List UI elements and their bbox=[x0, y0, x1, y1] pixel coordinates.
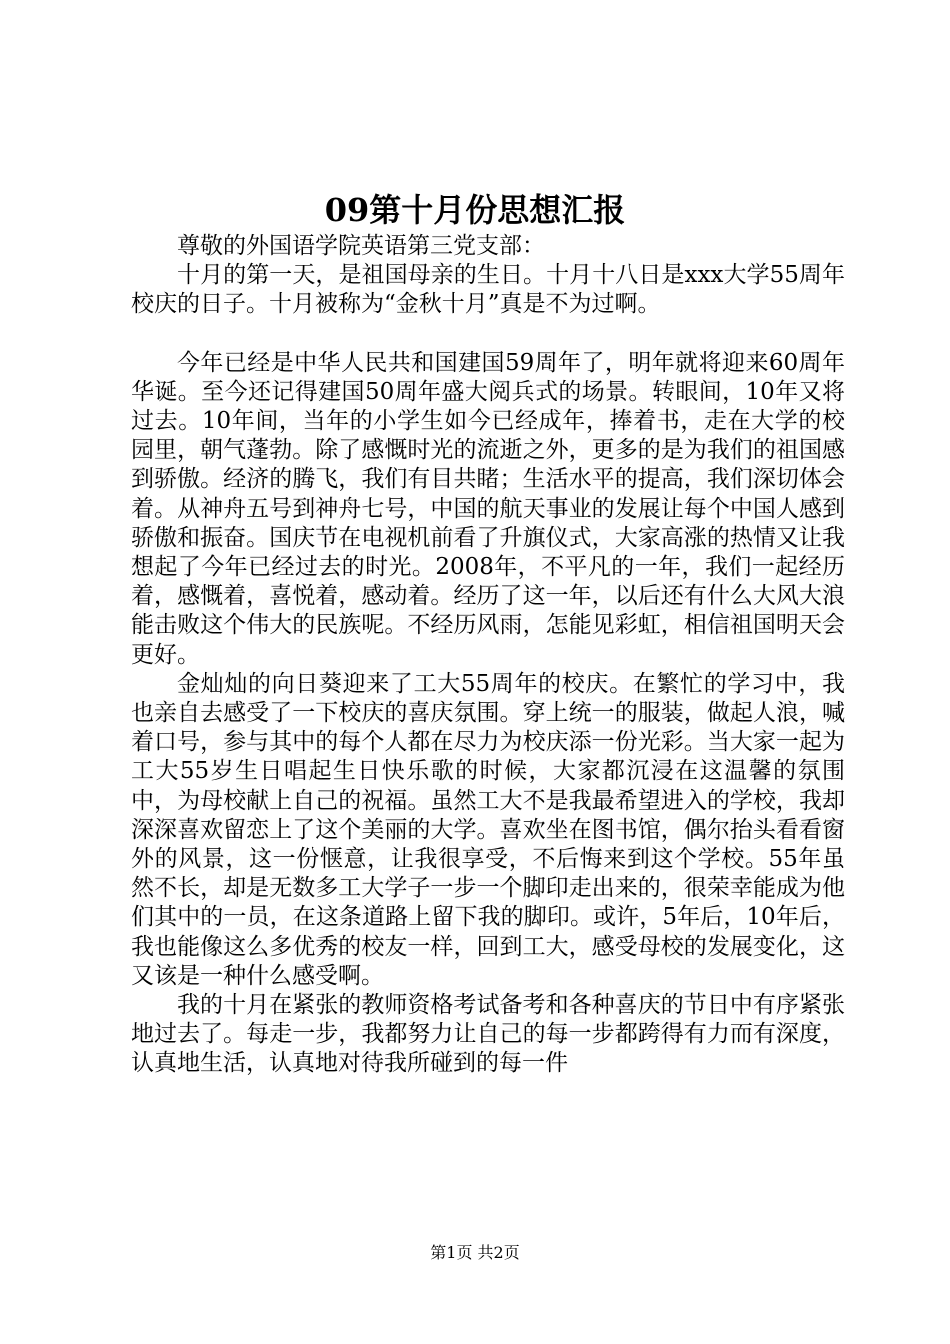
paragraph: 今年已经是中华人民共和国建国59周年了，明年就将迎来60周年华诞。至今还记得建国50周年盛大阅兵式的场景。转眼间，10年又将过去。10年间，当年的小学生如今已经成年，捧着书，走在大学的校园里，朝气蓬勃。除了感慨时光的流逝之外，更多的是为我们的祖国感到骄傲。经济的腾飞，我们有目共睹；生活水平的提高，我们深切体会着。从神舟五号到神舟七号，中国的航天事业的发展让每个中国人感到骄傲和振奋。国庆节在电视机前看了升旗仪式，大家高涨的热情又让我想起了今年已经过去的时光。2008年，不平凡的一年，我们一起经历着，感慨着，喜悦着，感动着。经历了这一年，以后还有什么大风大浪能击败这个伟大的民族呢。不经历风雨，怎能见彩虹，相信祖国明天会更好。 bbox=[131, 349, 845, 668]
paragraph: 十月的第一天，是祖国母亲的生日。十月十八日是xxx大学55周年校庆的日子。十月被称为“金秋十月”真是不为过啊。 bbox=[131, 262, 845, 318]
paragraph: 我的十月在紧张的教师资格考试备考和各种喜庆的节日中有序紧张地过去了。每走一步，我都努力让自己的每一步都跨得有力而有深度，认真地生活，认真地对待我所碰到的每一件 bbox=[131, 992, 845, 1077]
salutation: 尊敬的外国语学院英语第三党支部： bbox=[177, 233, 545, 259]
document-body bbox=[131, 232, 845, 1079]
page-number-footer: 第1页 共2页 bbox=[430, 1243, 520, 1262]
page-title: 09第十月份思想汇报 bbox=[324, 191, 626, 229]
paragraph: 金灿灿的向日葵迎来了工大55周年的校庆。在繁忙的学习中，我也亲自去感受了一下校庆的喜庆氛围。穿上统一的服装，做起人浪，喊着口号，参与其中的每个人都在尽力为校庆添一份光彩。当大家一起为工大55岁生日唱起生日快乐歌的时候，大家都沉浸在这温馨的氛围中，为母校献上自己的祝福。虽然工大不是我最希望进入的学校，我却深深喜欢留恋上了这个美丽的大学。喜欢坐在图书馆，偶尔抬头看看窗外的风景，这一份惬意，让我很享受，不后悔来到这个学校。55年虽然不长，却是无数多工大学子一步一个脚印走出来的，很荣幸能成为他们其中的一员，在这条道路上留下我的脚印。或许，5年后，10年后，我也能像这么多优秀的校友一样，回到工大，感受母校的发展变化，这又该是一种什么感受啊。 bbox=[131, 670, 845, 989]
